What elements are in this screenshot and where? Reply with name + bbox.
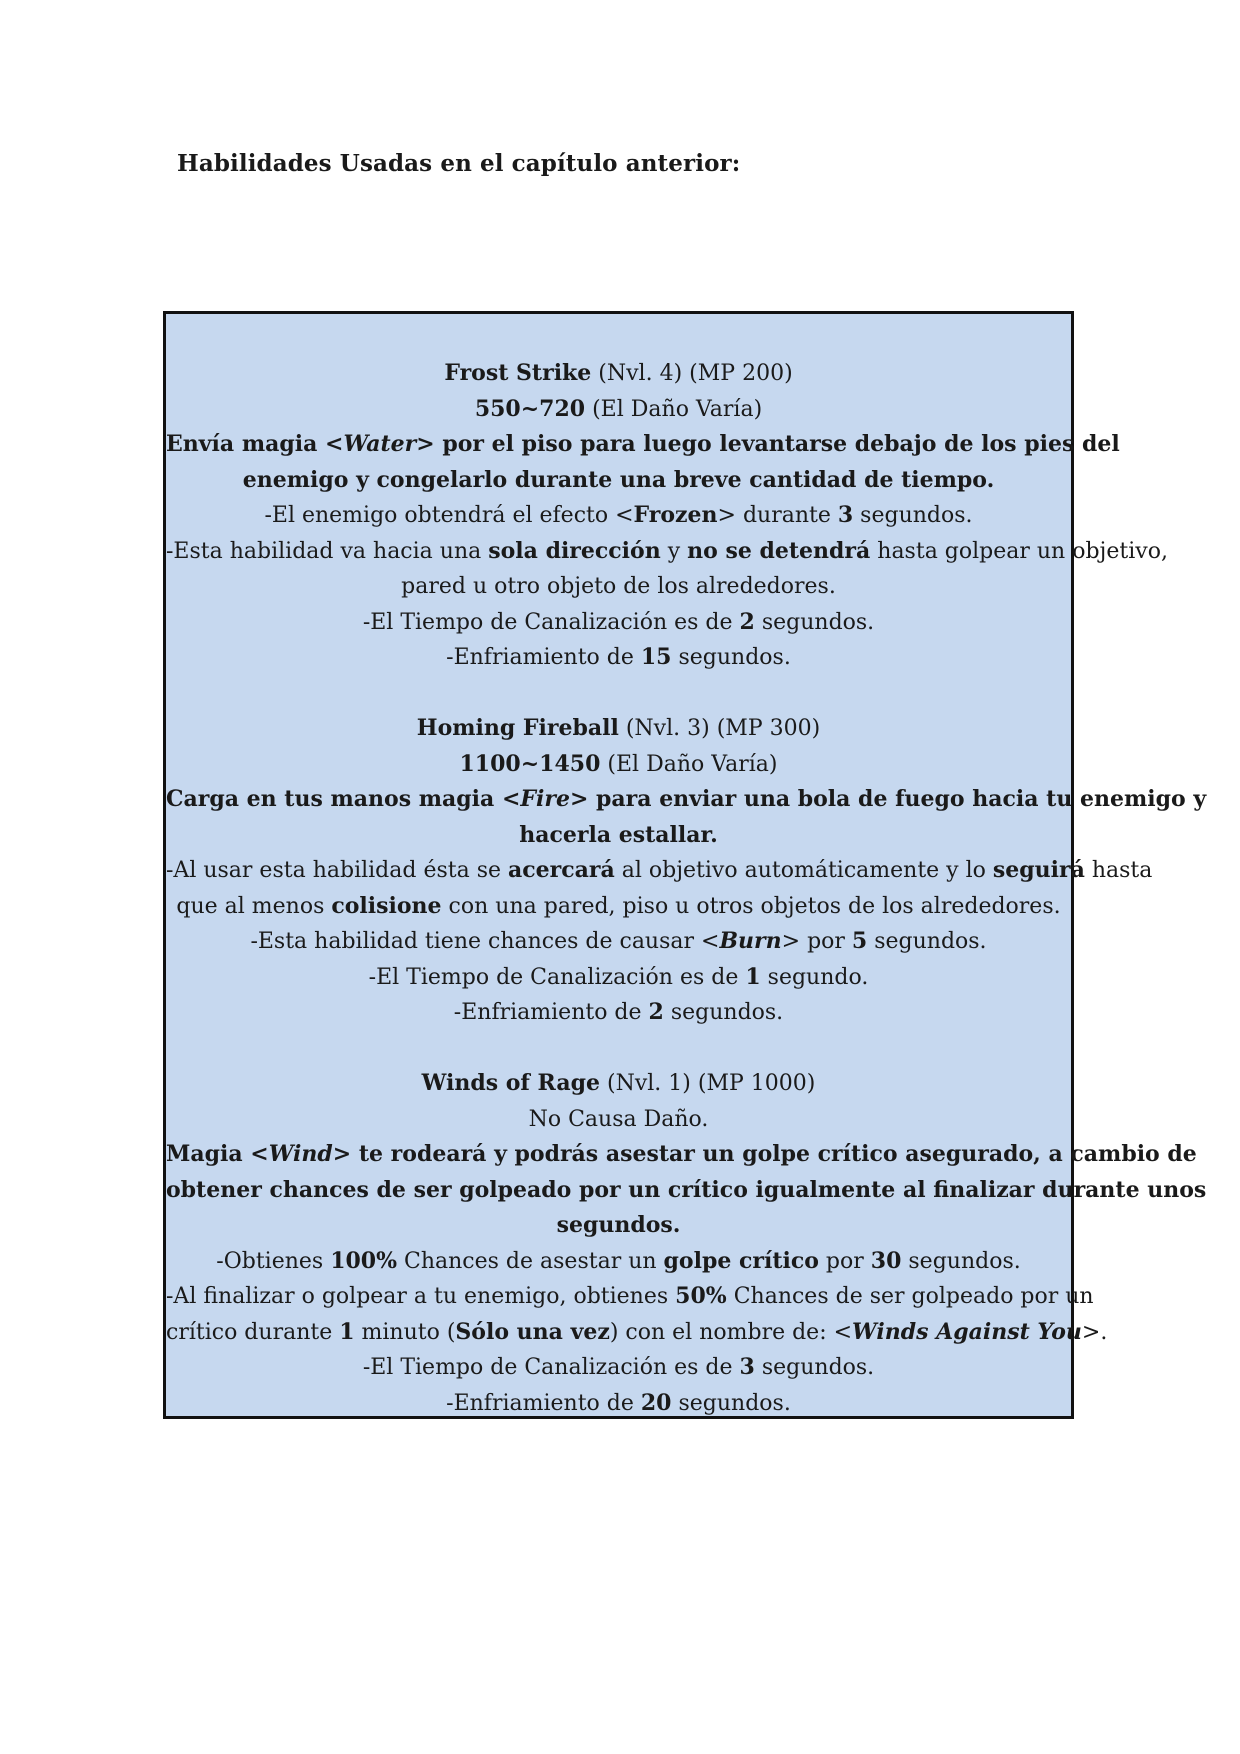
skill-description-line	[166, 1137, 1197, 1173]
section-gap	[166, 1031, 1071, 1067]
skill-description-line	[166, 818, 1071, 854]
skill-cast-time-line	[166, 605, 1071, 641]
effect-text: segundos.	[754, 1355, 875, 1380]
skill-cast-time-line	[166, 960, 1071, 996]
cast-number: 1	[745, 963, 761, 990]
skill-effect-line	[166, 534, 1168, 570]
skill-damage-line	[166, 392, 1071, 428]
skill-damage-line	[166, 747, 1071, 783]
skill-mp: (MP 200)	[689, 361, 793, 386]
skill-effect-line	[166, 498, 1071, 534]
skill-level: (Nvl. 4)	[598, 361, 683, 386]
effect-bold: acercará	[508, 857, 615, 883]
skill-description-line	[166, 1208, 1071, 1244]
effect-text: segundos.	[867, 929, 987, 954]
skill-damage-line: No Causa Daño.	[528, 1106, 709, 1132]
page-heading: Habilidades Usadas en el capítulo anterior:	[177, 150, 741, 177]
effect-bold: Sólo una vez	[455, 1318, 610, 1345]
effect-text: -Al usar esta habilidad ésta se	[166, 858, 509, 883]
skill-cooldown-line	[166, 640, 1071, 676]
effect-text: segundos.	[853, 503, 973, 528]
status-name: Burn	[719, 928, 782, 954]
effect-text: -Al finalizar o golpear a tu enemigo, obtienes	[166, 1284, 676, 1309]
cooldown-number: 20	[640, 1389, 672, 1416]
effect-text: > por	[781, 929, 852, 954]
cast-number: 3	[739, 1354, 755, 1380]
effect-text: > durante	[717, 503, 838, 528]
cooldown-number: 15	[640, 644, 672, 670]
effect-text: minuto (	[354, 1319, 456, 1345]
effect-text: hasta golpear un objetivo,	[870, 538, 1168, 564]
effect-text: -Obtienes	[216, 1248, 331, 1274]
status-name: Frozen	[633, 502, 718, 528]
section-gap	[166, 676, 1071, 712]
desc-text: segundos.	[556, 1212, 681, 1238]
damage-value: 1100~1450	[459, 750, 601, 777]
skill-winds-of-rage	[166, 1066, 1207, 1421]
skill-description-line	[166, 1173, 1207, 1209]
skill-effect-line	[166, 924, 1071, 960]
skill-title-line	[166, 711, 1071, 747]
skill-homing-fireball	[166, 711, 1207, 1031]
effect-number: 100%	[330, 1247, 398, 1274]
effect-bold: colisione	[331, 892, 442, 919]
cooldown-number: 2	[648, 999, 664, 1025]
skill-effect-line	[166, 1244, 1071, 1280]
skill-title-line	[166, 356, 1071, 392]
skill-name: Frost Strike	[444, 360, 592, 386]
skill-cast-time-line	[166, 1350, 1071, 1386]
desc-text: Carga en tus manos magia <	[166, 786, 521, 812]
skills-box	[163, 311, 1207, 1419]
effect-text: con una pared, piso u otros objetos de los alrededores.	[441, 893, 1061, 919]
effect-text: segundos.	[901, 1248, 1021, 1274]
desc-text: hacerla estallar.	[519, 821, 718, 848]
desc-text: Magia <	[166, 1141, 269, 1167]
skill-name: Homing Fireball	[416, 715, 619, 741]
effect-number: 3	[837, 502, 854, 528]
effect-text: por	[818, 1248, 871, 1274]
effect-text: segundos.	[671, 645, 791, 670]
skill-mp: (MP 1000)	[697, 1071, 816, 1096]
element-name: Wind	[268, 1141, 333, 1167]
damage-value: 550~720	[474, 395, 586, 422]
effect-text: que al menos	[176, 893, 332, 919]
skill-cooldown-line	[166, 1386, 1071, 1422]
effect-text: hasta	[1084, 858, 1153, 883]
effect-text: -El Tiempo de Canalización es de	[362, 609, 740, 635]
desc-text: enemigo y congelarlo durante una breve cantidad de tiempo.	[242, 466, 995, 493]
effect-bold: seguirá	[992, 857, 1085, 883]
effect-number: 1	[339, 1318, 355, 1345]
effect-text: Chances de asestar un	[397, 1248, 664, 1274]
effect-text: -Enfriamiento de	[446, 1390, 641, 1416]
skill-name: Winds of Rage	[421, 1070, 600, 1096]
effect-text: segundo.	[760, 964, 869, 990]
effect-bold: sola dirección	[488, 537, 661, 564]
effect-number: 30	[870, 1247, 902, 1274]
damage-note: (El Daño Varía)	[607, 751, 778, 777]
effect-text: ) con el nombre de: <	[609, 1319, 853, 1345]
effect-text: segundos.	[663, 1000, 784, 1025]
effect-text: Chances de ser golpeado por un	[726, 1284, 1094, 1309]
effect-text: crítico durante	[166, 1319, 340, 1345]
effect-text: -El Tiempo de Canalización es de	[368, 964, 746, 990]
desc-text: obtener chances de ser golpeado por un crítico igualmente al finalizar durante unos	[166, 1176, 1207, 1203]
cast-number: 2	[739, 608, 755, 635]
effect-text: segundos.	[754, 609, 875, 635]
skill-level: (Nvl. 3)	[625, 716, 710, 741]
effect-number: 50%	[675, 1283, 727, 1309]
effect-text: >.	[1081, 1319, 1108, 1345]
skill-description-line	[166, 427, 1120, 463]
element-name: Water	[343, 431, 417, 457]
element-name: Fire	[520, 786, 570, 812]
effect-number: 5	[851, 928, 868, 954]
skill-description-line	[166, 463, 1071, 499]
damage-note: (El Daño Varía)	[592, 396, 763, 422]
effect-text: -Enfriamiento de	[446, 645, 641, 670]
skill-effect-line	[166, 853, 1153, 889]
effect-text: -Esta habilidad va hacia una	[166, 538, 489, 564]
effect-text: al objetivo automáticamente y lo	[614, 858, 993, 883]
effect-text: -El Tiempo de Canalización es de	[362, 1355, 740, 1380]
skill-level: (Nvl. 1)	[606, 1071, 691, 1096]
effect-text: segundos.	[671, 1390, 791, 1416]
skill-effect-line: pared u otro objeto de los alrededores.	[401, 574, 836, 599]
effect-text: -El enemigo obtendrá el efecto <	[264, 503, 634, 528]
desc-text: > por el piso para luego levantarse debajo de los pies del	[416, 431, 1120, 457]
skill-frost-strike	[166, 356, 1168, 676]
effect-text: y	[660, 538, 688, 564]
skill-effect-line	[166, 1279, 1094, 1315]
effect-bold: no se detendrá	[687, 537, 871, 564]
status-name: Winds Against You	[852, 1318, 1082, 1345]
skill-title-line	[166, 1066, 1071, 1102]
effect-text: -Enfriamiento de	[453, 1000, 649, 1025]
desc-text: Envía magia <	[166, 431, 344, 457]
effect-bold: golpe crítico	[663, 1247, 819, 1274]
desc-text: > para enviar una bola de fuego hacia tu enemigo y	[569, 786, 1207, 812]
skill-description-line	[166, 782, 1207, 818]
effect-text: -Esta habilidad tiene chances de causar <	[250, 929, 720, 954]
desc-text: > te rodeará y podrás asestar un golpe crítico asegurado, a cambio de	[332, 1141, 1197, 1167]
skill-cooldown-line	[166, 995, 1071, 1031]
skill-mp: (MP 300)	[716, 716, 821, 741]
skill-effect-line	[166, 1315, 1108, 1351]
skill-effect-line	[166, 889, 1071, 925]
